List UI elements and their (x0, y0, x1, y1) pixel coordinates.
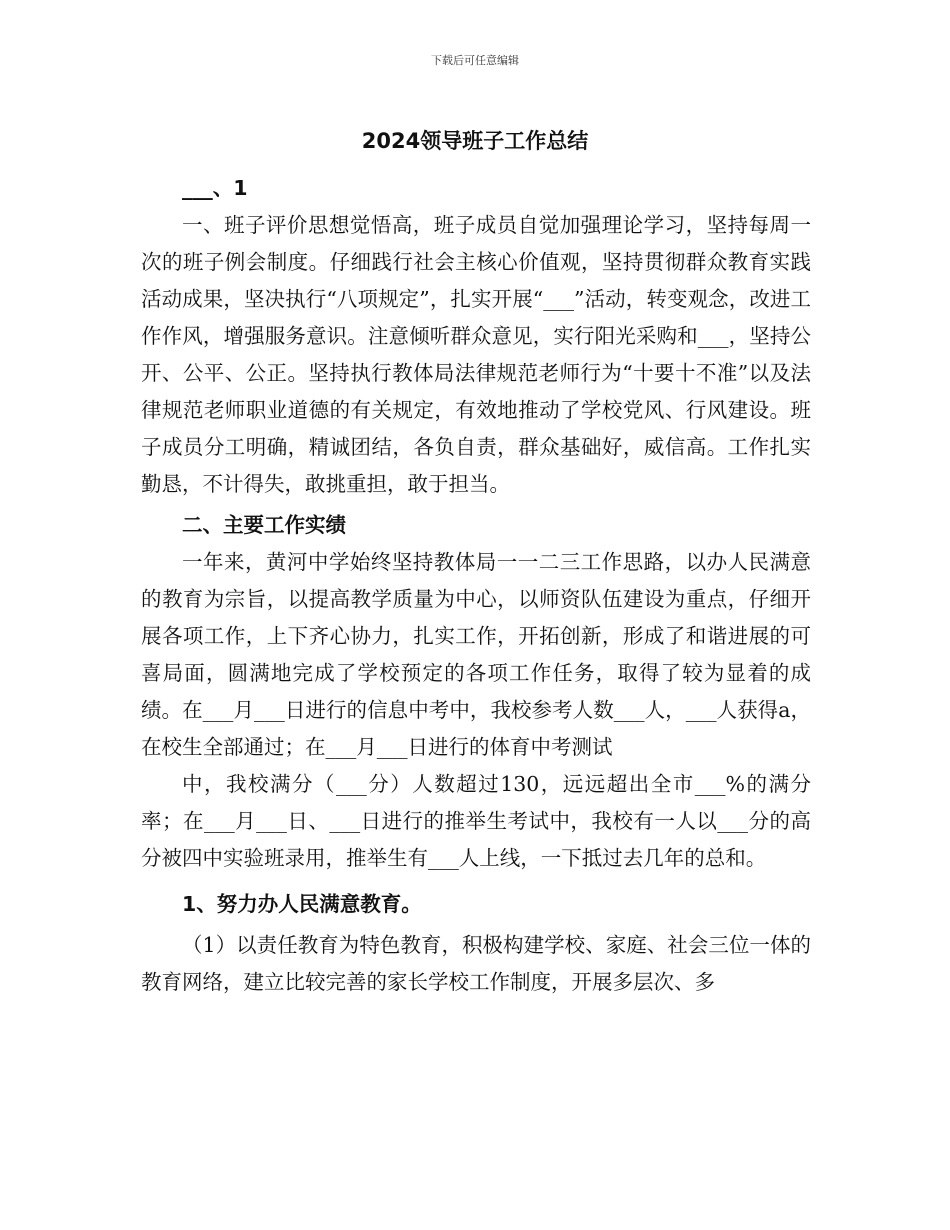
document-body (141, 170, 811, 1001)
paragraph-annual-summary: 一年来，黄河中学始终坚持教体局一一二三工作思路，以办人民满意的教育为宗旨，以提高教学质量为中心，以师资队伍建设为重点，仔细开展各项工作，上下齐心协力，扎实工作，开拓创新，形成了和谐进展的可喜局面，圆满地完成了学校预定的各项工作任务，取得了较为显着的成绩。在___月___日进行的信息中考中，我校参考人数___人，___人获得a，在校生全部通过；在___月___日进行的体育中考测试 (141, 550, 811, 759)
page-header: 下载后可任意编辑 (431, 54, 519, 67)
section-heading-main-achievements: 二、主要工作实绩 (182, 513, 346, 537)
section-number-line: ___、1 (182, 176, 248, 200)
document-title: 2024领导班子工作总结 (361, 129, 589, 153)
paragraph-responsibility-education: （1）以责任教育为特色教育，积极构建学校、家庭、社会三位一体的教育网络，建立比较完善的家长学校工作制度，开展多层次、多 (141, 933, 811, 994)
subsection-heading-satisfying-education: 1、努力办人民满意教育。 (182, 892, 422, 916)
paragraph-team-evaluation: 一、班子评价思想觉悟高，班子成员自觉加强理论学习，坚持每周一次的班子例会制度。仔细践行社会主核心价值观，坚持贯彻群众教育实践活动成果，坚决执行“八项规定”，扎实开展“___”活动，转变观念，改进工作作风，增强服务意识。注意倾听群众意见，实行阳光采购和___，坚持公开、公平、公正。坚持执行教体局法律规范老师行为“十要十不准”以及法律规范老师职业道德的有关规定，有效地推动了学校党风、行风建设。班子成员分工明确，精诚团结，各负自责，群众基础好，威信高。工作扎实勤恳，不计得失，敢挑重担，敢于担当。 (141, 213, 811, 496)
paragraph-exam-results: 中，我校满分（___分）人数超过130，远远超出全市___%的满分率；在___月___日、___日进行的推举生考试中，我校有一人以___分的高分被四中实验班录用，推举生有___人上线，一下抵过去几年的总和。 (141, 772, 811, 870)
